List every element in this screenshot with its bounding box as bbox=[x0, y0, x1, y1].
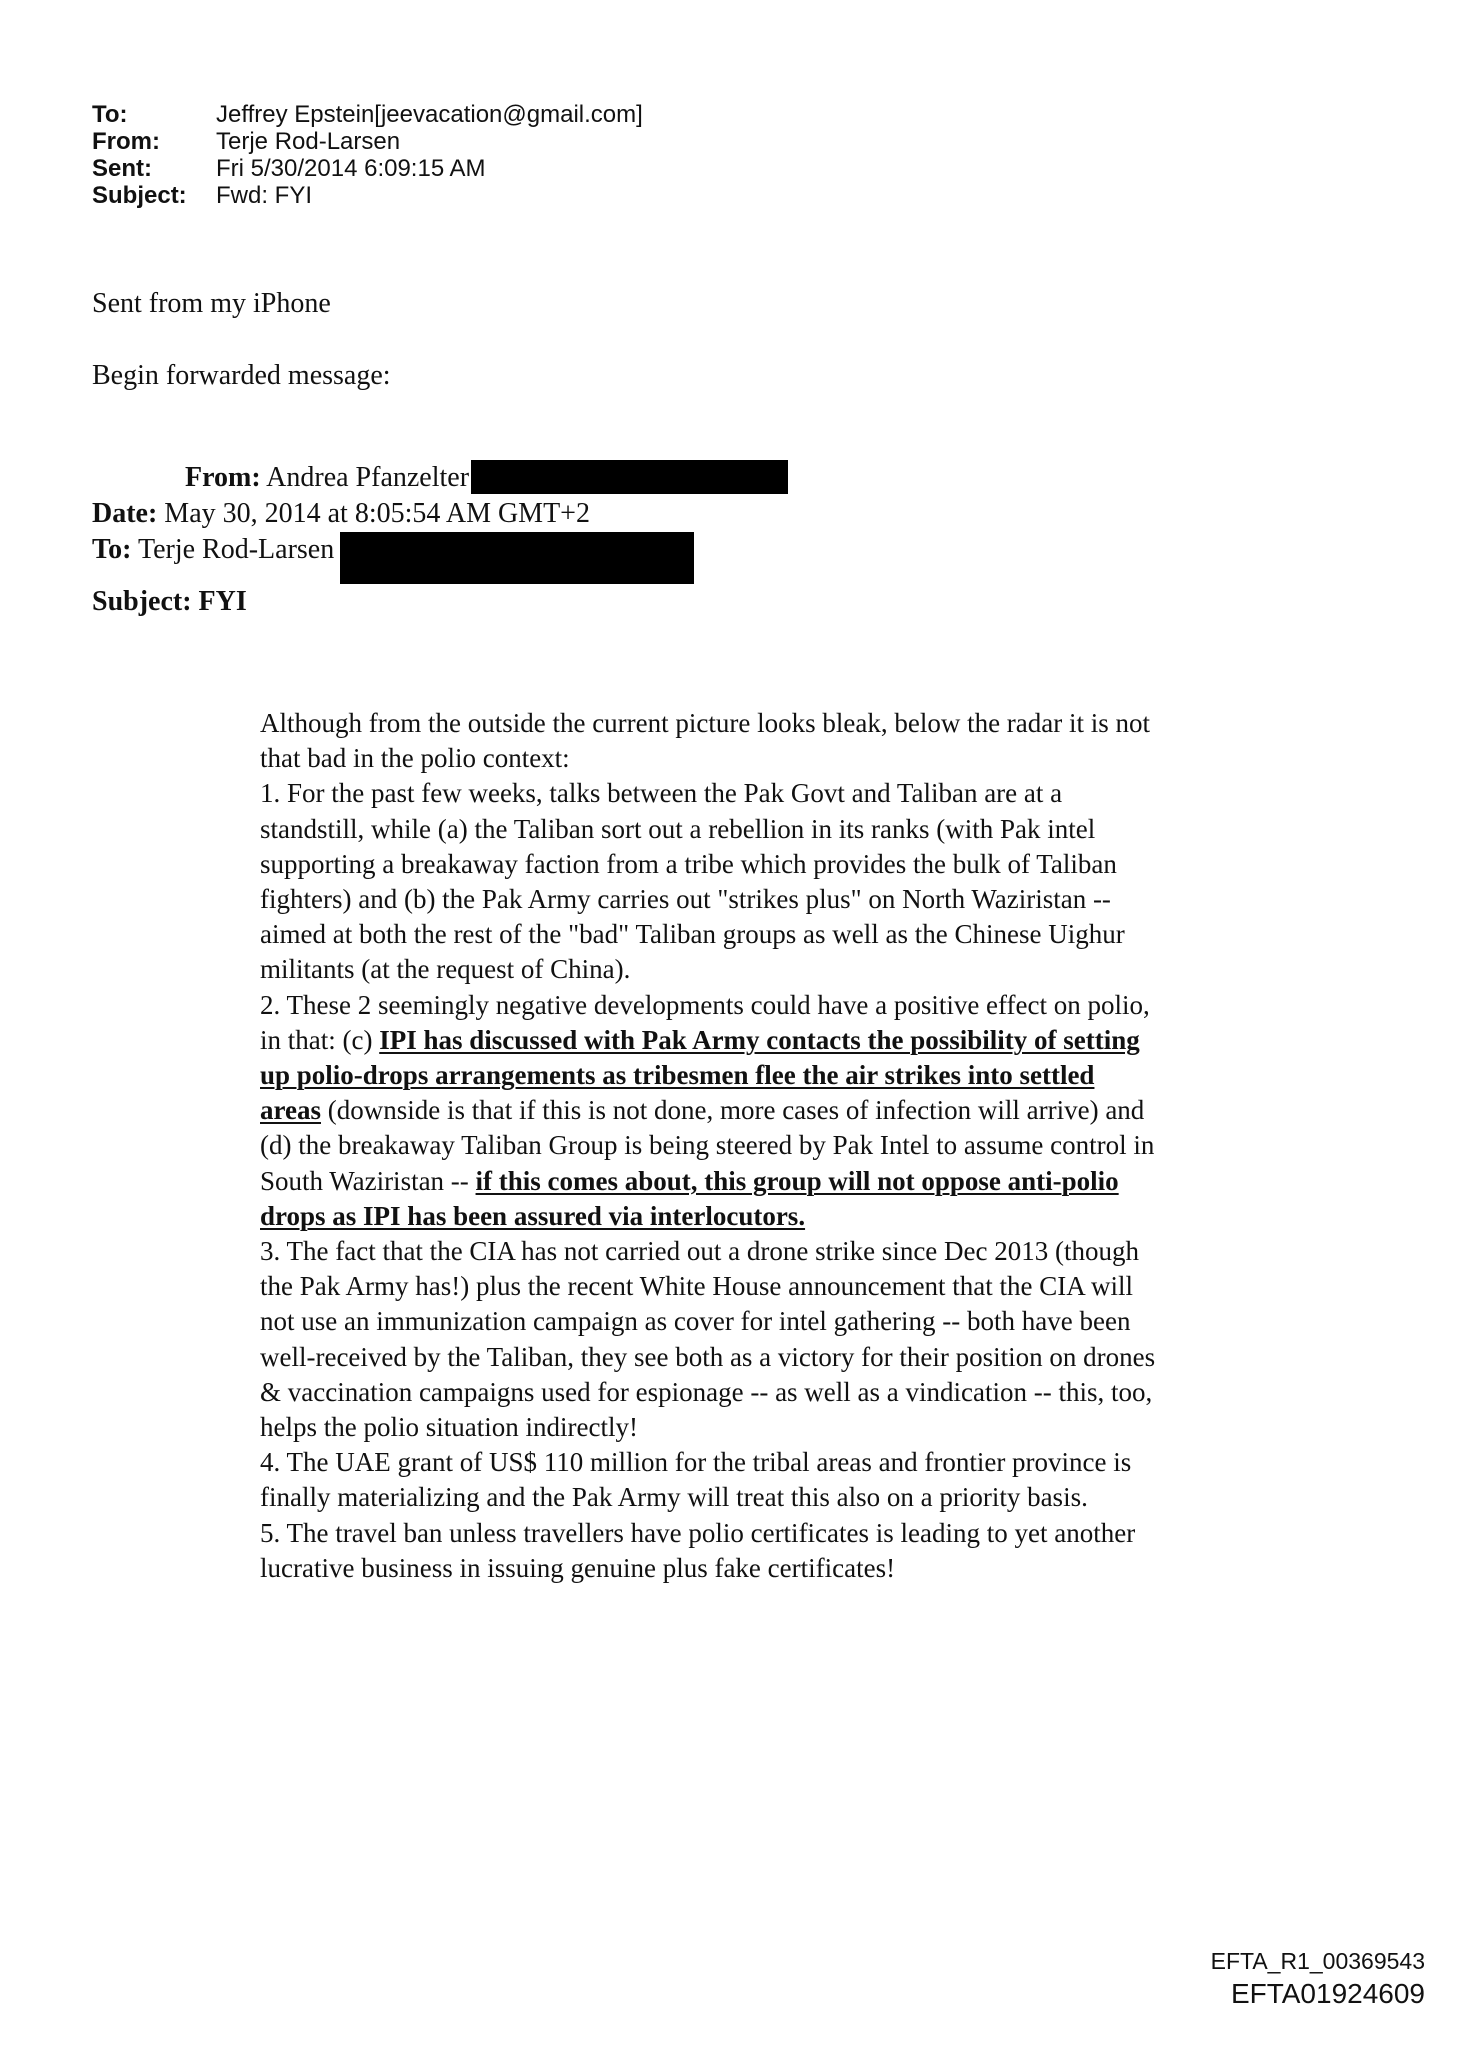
forwarded-from-label: From: bbox=[185, 462, 261, 493]
to-label: To: bbox=[92, 101, 128, 128]
body-point-2-emphasis-2: if this comes about, this group will not oppose anti-polio drops as IPI has been assured via interlocutors. bbox=[260, 1165, 1119, 1231]
body-point-4: 4. The UAE grant of US$ 110 million for the tribal areas and frontier province is finally materializing and the Pak Army will treat this also on a priority basis. bbox=[260, 1447, 1132, 1513]
redaction-box bbox=[340, 532, 694, 584]
forwarded-date-label: Date: bbox=[92, 498, 158, 529]
forwarded-date-row bbox=[92, 496, 788, 532]
begin-forwarded-line: Begin forwarded message: bbox=[92, 360, 391, 391]
forwarded-to-row bbox=[92, 532, 788, 584]
document-id-2: EFTA01924609 bbox=[1230, 1978, 1425, 2009]
from-label: From: bbox=[92, 128, 160, 155]
forwarded-subject-label: Subject: bbox=[92, 586, 192, 617]
forwarded-from-row bbox=[92, 460, 788, 496]
forwarded-header bbox=[92, 460, 788, 620]
forwarded-subject-row bbox=[92, 584, 788, 620]
redaction-box bbox=[471, 460, 788, 494]
body-point-5: 5. The travel ban unless travellers have polio certificates is leading to yet another lucrative business in issuing genuine plus fake certificates! bbox=[260, 1517, 1136, 1583]
body-point-2-text-a: 2. These 2 seemingly negative developments could have a positive effect on polio, in that: (c) bbox=[260, 989, 1150, 1055]
body-point-1: 1. For the past few weeks, talks between the Pak Govt and Taliban are at a standstill, while (a) the Taliban sort out a rebellion in its ranks (with Pak intel supporting a breakaway faction from a tribe which provides the bulk of Taliban fighters) and (b) the Pak Army carries out "strikes plus" on North Waziristan -- aimed at both the rest of the "bad" Taliban groups as well as the Chinese Uighur militants (at the request of China). bbox=[260, 778, 1125, 985]
forwarded-date-value: May 30, 2014 at 8:05:54 AM GMT+2 bbox=[164, 498, 590, 529]
to-value: Jeffrey Epstein[jeevacation@gmail.com] bbox=[216, 101, 643, 128]
document-id-1: EFTA_R1_00369543 bbox=[1210, 1948, 1425, 1974]
body-intro: Although from the outside the current picture looks bleak, below the radar it is not that bad in the polio context: bbox=[260, 708, 1151, 774]
body-point-2-emphasis-1: IPI has discussed with Pak Army contacts the possibility of setting up polio-drops arrangements as tribesmen flee the air strikes into settled areas bbox=[260, 1024, 1140, 1126]
forwarded-to-value: Terje Rod-Larsen bbox=[137, 534, 335, 565]
forwarded-subject-value: FYI bbox=[198, 586, 247, 617]
subject-label: Subject: bbox=[92, 182, 187, 209]
sent-from-line: Sent from my iPhone bbox=[92, 288, 331, 319]
body-point-2-text-c: (downside is that if this is not done, more cases of infection will arrive) and (d) the breakaway Taliban Group is being steered by Pak Intel to assume control in South Waziristan -- bbox=[260, 1095, 1155, 1196]
subject-value: Fwd: FYI bbox=[216, 182, 313, 209]
from-value: Terje Rod-Larsen bbox=[216, 128, 401, 155]
message-body bbox=[260, 706, 1160, 1586]
email-header bbox=[92, 101, 643, 209]
sent-value: Fri 5/30/2014 6:09:15 AM bbox=[216, 155, 486, 182]
forwarded-from-value: Andrea Pfanzelter bbox=[266, 462, 470, 493]
body-point-2 bbox=[260, 988, 1160, 1234]
forwarded-to-label: To: bbox=[92, 534, 132, 565]
sent-label: Sent: bbox=[92, 155, 152, 182]
body-point-3: 3. The fact that the CIA has not carried out a drone strike since Dec 2013 (though the Pak Army has!) plus the recent White House announcement that the CIA will not use an immunization campaign as cover for intel gathering -- both have been well-received by the Taliban, they see both as a victory for their position on drones & vaccination campaigns used for espionage -- as well as a vindication -- this, too, helps the polio situation indirectly! bbox=[260, 1236, 1156, 1443]
